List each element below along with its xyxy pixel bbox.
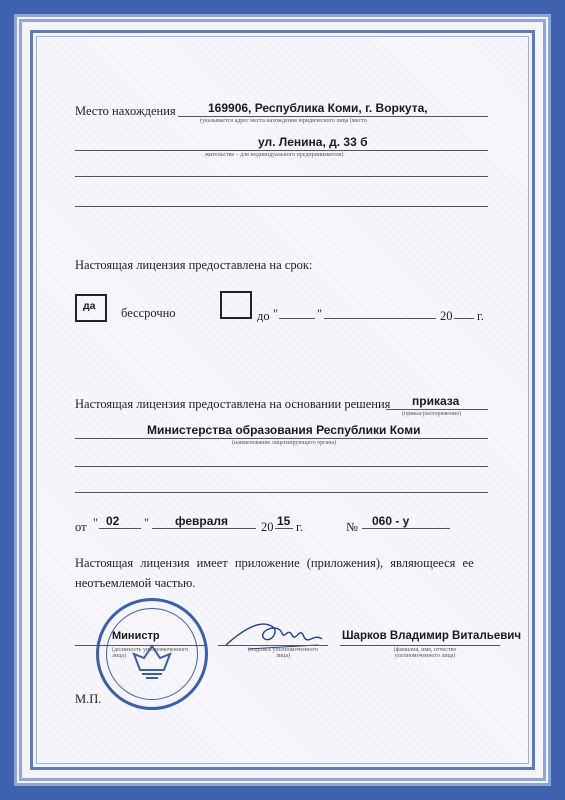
until-prefix: до: [257, 309, 270, 323]
address-caption2: жительства – для индивидуального предпринимателя): [205, 152, 344, 158]
address-line2: ул. Ленина, д. 33 б: [258, 135, 368, 149]
underline: [178, 116, 488, 117]
until-day-line: [279, 318, 315, 319]
underline: [386, 409, 488, 410]
blank-line: [75, 176, 488, 177]
seal-place-label: М.П.: [75, 692, 102, 706]
signature-caption: (подпись уполномоченного лица): [248, 647, 318, 659]
signer-name: Шарков Владимир Витальевич: [342, 630, 522, 642]
underline: [75, 438, 488, 439]
blank-line: [75, 206, 488, 207]
date-year-prefix: 20: [261, 520, 274, 534]
indefinite-label: бессрочно: [121, 306, 176, 320]
blank-line: [75, 492, 488, 493]
date-quote-open: ": [93, 516, 99, 530]
license-number: 060 - у: [372, 514, 410, 528]
basis-label: Настоящая лицензия предоставлена на основании решения: [75, 397, 391, 411]
number-line: [362, 528, 450, 529]
until-year-prefix: 20: [440, 309, 453, 323]
authority-name: Министерства образования Республики Коми: [147, 423, 421, 437]
month-line: [152, 528, 256, 529]
decision-type: приказа: [412, 394, 460, 408]
address-line1: 169906, Республика Коми, г. Воркута,: [208, 101, 428, 115]
day-line: [99, 528, 141, 529]
until-quote-open: ": [273, 307, 279, 321]
blank-line: [75, 466, 488, 467]
signature-line: [218, 645, 328, 646]
position-line: [75, 645, 205, 646]
annex-text: Настоящая лицензия имеет приложение (приложения), являющееся ее: [75, 556, 474, 570]
position-caption: (должность уполномоченного лица): [112, 647, 189, 659]
underline: [75, 150, 488, 151]
authority-caption: (наименование лицензирующего органа): [232, 440, 337, 446]
date-from: от: [75, 520, 87, 534]
year-line: [275, 528, 293, 529]
name-caption: (фамилия, имя, отчество уполномоченного лица): [393, 647, 457, 659]
date-year: 15: [277, 514, 291, 528]
signer-position: Министр: [112, 630, 160, 642]
until-year-suffix: г.: [477, 309, 484, 323]
until-year-line: [454, 318, 474, 319]
annex-text-2: неотъемлемой частью.: [75, 576, 196, 590]
date-year-suffix: г.: [296, 520, 303, 534]
date-day: 02: [106, 514, 120, 528]
indefinite-checkbox: [75, 294, 107, 322]
checkbox-mark: да: [83, 300, 96, 312]
decision-caption: (приказ/распоряжение): [402, 411, 462, 417]
term-label: Настоящая лицензия предоставлена на срок:: [75, 258, 313, 272]
date-quote-close: ": [144, 516, 150, 530]
number-sign: №: [346, 520, 358, 534]
date-month: февраля: [175, 514, 229, 528]
location-label: Место нахождения: [75, 104, 176, 118]
address-caption1: (указывается адрес места нахождения юридического лица (место: [200, 118, 367, 124]
until-quote-close: ": [317, 307, 323, 321]
until-checkbox: [220, 291, 252, 319]
until-month-line: [324, 318, 436, 319]
name-line: [340, 645, 500, 646]
